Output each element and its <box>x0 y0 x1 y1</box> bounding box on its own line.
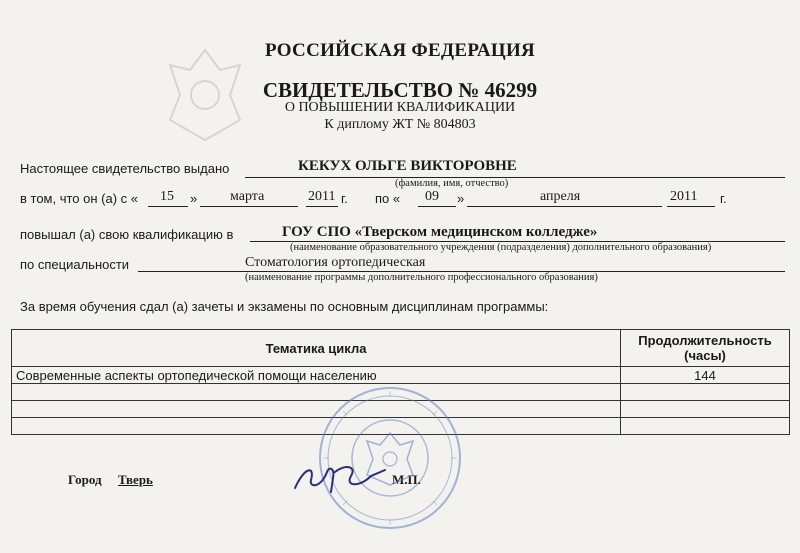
end-close-quote: » <box>457 191 465 206</box>
diploma-reference: К диплому ЖТ № 804803 <box>324 117 476 132</box>
row-hours <box>621 401 790 418</box>
certificate-subtitle: О ПОВЫШЕНИИ КВАЛИФИКАЦИИ <box>284 100 516 115</box>
country-title: РОССИЙСКАЯ ФЕДЕРАЦИЯ <box>264 40 536 61</box>
end-year: 2011 <box>670 189 698 204</box>
specialty-value: Стоматология ортопедическая <box>245 255 426 270</box>
table-row <box>12 367 790 384</box>
name-hint: (фамилия, имя, отчество) <box>395 178 509 189</box>
city-label: Город <box>68 472 102 487</box>
start-day-underline <box>148 206 188 207</box>
row-topic: Современные аспекты ортопедической помощи населению <box>12 367 621 384</box>
row-hours: 144 <box>621 367 790 384</box>
specialty-label: по специальности <box>20 257 130 272</box>
end-day: 09 <box>425 189 439 204</box>
col-topic-header: Тематика цикла <box>12 330 621 367</box>
institution-label: повышал (а) свою квалификацию в <box>20 227 234 242</box>
start-close-quote: » <box>190 191 198 206</box>
certificate-title: СВИДЕТЕЛЬСТВО № 46299 <box>262 78 538 102</box>
specialty-hint: (наименование программы дополнительного профессионального образования) <box>245 272 598 283</box>
city-value: Тверь <box>118 472 153 487</box>
end-year-underline <box>667 206 715 207</box>
end-day-underline <box>418 206 456 207</box>
to-label: по « <box>375 191 401 206</box>
table-header-row <box>12 330 790 367</box>
signature-icon <box>285 458 395 498</box>
recipient-name: КЕКУХ ОЛЬГЕ ВИКТОРОВНЕ <box>298 158 517 174</box>
end-month-underline <box>467 206 662 207</box>
col-duration-header: Продолжительность (часы) <box>621 330 790 367</box>
name-underline <box>245 177 785 178</box>
issued-label: Настоящее свидетельство выдано <box>20 161 230 176</box>
start-month-underline <box>200 206 298 207</box>
end-year-suffix: г. <box>720 191 727 206</box>
institution-hint: (наименование образовательного учреждения (подразделения) дополнительного образования) <box>290 242 712 253</box>
row-hours <box>621 384 790 401</box>
institution-value: ГОУ СПО «Тверском медицинском колледже» <box>282 224 598 240</box>
row-hours <box>621 418 790 435</box>
period-label: в том, что он (а) с « <box>20 191 139 206</box>
start-day: 15 <box>160 189 174 204</box>
seal-label: М.П. <box>392 472 421 487</box>
start-year-suffix: г. <box>341 191 348 206</box>
exams-text: За время обучения сдал (а) зачеты и экзамены по основным дисциплинам программы: <box>20 299 549 314</box>
start-month: марта <box>230 189 265 204</box>
start-year: 2011 <box>308 189 336 204</box>
end-month: апреля <box>540 189 581 204</box>
start-year-underline <box>306 206 338 207</box>
